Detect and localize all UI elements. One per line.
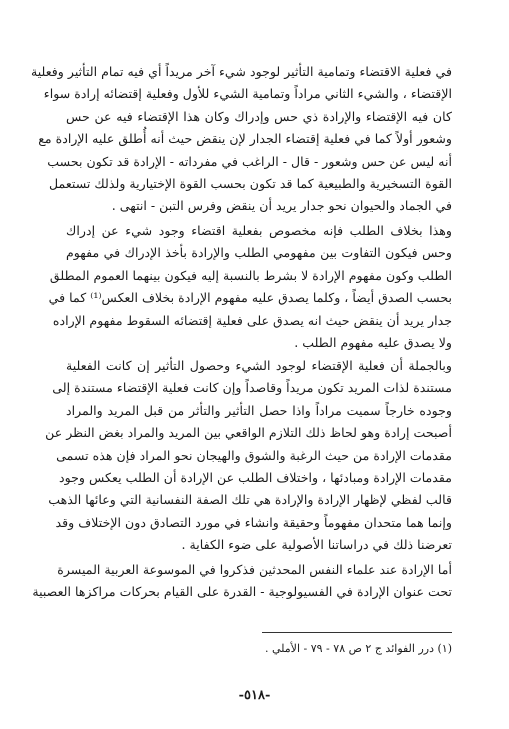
- paragraph-line: أما الإرادة عند علماء النفس المحدثين فذكروا في الموسوعة العربية الميسرة: [57, 562, 452, 577]
- paragraph-line: وجوده خارجاً سميت مراداً واذا حصل التأثير والتأثر من قبل المريد والمراد: [66, 402, 452, 418]
- paragraph-line: الطلب وكون مفهوم الإرادة لا بشرط بالنسبة إليه فيكون بينهما العموم المطلق: [49, 267, 452, 283]
- paragraph-line: قالب لفظي لإظهار الإرادة والإرادة هي تلك الصفة النفسانية التي وعائها الذهب: [48, 492, 452, 508]
- paragraph-line: أنه ليس عن حس وشعور - قال - الراغب في مفرداته - الإرادة قد تكون بحسب: [47, 153, 452, 169]
- footnote-divider: [262, 632, 452, 633]
- paragraph-line: وإنما هما متحدان مفهوماً وحقيقة وانشاء في مورد التصادق دون الإختلاف وقد: [55, 514, 452, 530]
- paragraph-line: بحسب الصدق أيضاً ، وكلما يصدق عليه مفهوم الإرادة بخلاف العكس⁽¹⁾ كما في: [48, 290, 452, 306]
- paragraph-line: وبالجملة أن فعلية الإقتضاء لوجود الشيء وحصول التأثير إن كانت الفعلية: [66, 358, 452, 373]
- paragraph-line: الإقتضاء ، والشيء الثاني مراداً وتمامية الشيء للأول وفعلية إقتضائه إرادة سواء: [43, 86, 452, 102]
- paragraph-line: في فعلية الاقتضاء وتمامية التأثير لوجود شيء آخر مريداً أي فيه تمام التأثير وفعلية: [30, 64, 452, 79]
- paragraph-line: القوة التسخيرية والطبيعية كما قد تكون بحسب القوة الإختيارية ولذلك تستعمل: [49, 176, 452, 192]
- paragraph-line: تحت عنوان الإرادة في الفسيولوجية - القدرة على القيام بحركات مراكزها العصبية: [32, 584, 452, 600]
- paragraph-line: ولا يصدق عليه مفهوم الطلب .: [294, 335, 452, 351]
- paragraph-2: [48, 220, 452, 354]
- paragraph-line: في الجماد والحيوان نحو جدار يريد أن ينقض وفرس التبن - انتهى .: [111, 198, 452, 214]
- paragraph-line: أصبحت إرادة وهو لحاظ ذلك التلازم الواقعي بين المريد والمراد بغض النظر عن: [45, 425, 452, 441]
- paragraph-line: وهذا بخلاف الطلب فإنه مخصوص بفعلية اقتضاء وجود شيء عن إدراك: [66, 223, 452, 238]
- paragraph-3: [45, 355, 452, 557]
- paragraph-line: مقدمات الإرادة من حيث الرغبة والشوق والهيجان نحو المراد فإن هذه تسمى: [56, 447, 452, 463]
- footnote: (١) درر الفوائد ج ٢ ص ٧٨ - ٧٩ - الأملي .: [264, 642, 452, 655]
- paragraph-line: تعرضنا ذلك في دراساتنا الأصولية على ضوء الكفاية .: [181, 537, 452, 553]
- paragraph-line: وشعور أولاً كما في فعلية إقتضاء الجدار لإن ينقض حيث أنه أُطلق عليه الإرادة مع: [38, 131, 452, 147]
- paragraph-line: مقدمات الإرادة ومبادئها ، واختلاف الطلب عن الإرادة أن الطلب يعكس وجود: [59, 470, 452, 486]
- paragraph-4: [32, 559, 452, 604]
- paragraph-line: كان فيه الإقتضاء والإرادة ذي حس وإدراك وكان هذا الإقتضاء فيه عن حس: [66, 108, 452, 124]
- paragraph-line: وحس فيكون التفاوت بين مفهومي الطلب والإرادة بأخذ الإدراك في مفهوم: [66, 245, 452, 261]
- page-number: -٥١٨-: [238, 688, 271, 703]
- paragraph-line: مستندة لذات المريد تكون مريداً وقاصداً وإن كانت فعلية الإقتضاء مستندة إلى: [52, 380, 452, 396]
- paragraph-1: [30, 61, 452, 218]
- paragraph-line: جدار يريد أن ينقض حيث انه يصدق على فعلية إقتضائه السقوط مفهوم الإراده: [52, 312, 452, 328]
